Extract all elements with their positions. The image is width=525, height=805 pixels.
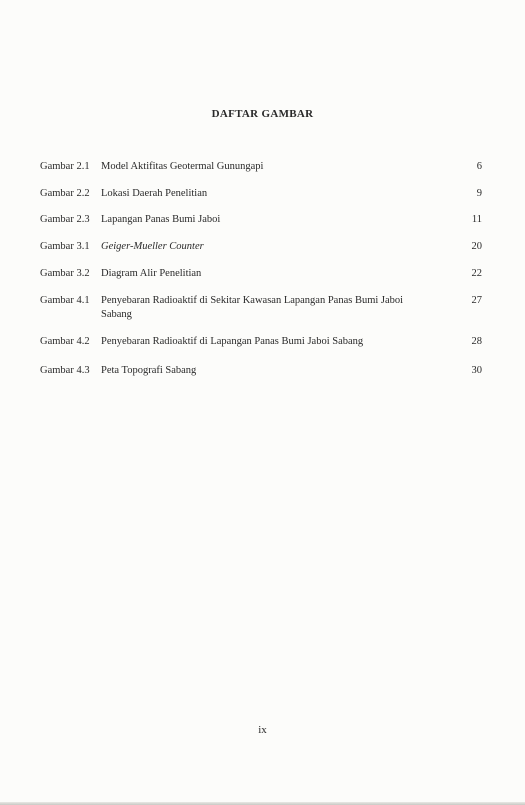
figure-label: Gambar 2.1 <box>40 161 90 172</box>
figure-title: Model Aktifitas Geotermal Gunungapi <box>101 161 264 172</box>
figure-page-number: 27 <box>471 295 482 306</box>
figure-page-number: 20 <box>471 241 482 252</box>
page-title: DAFTAR GAMBAR <box>211 108 314 120</box>
figure-page-number: 6 <box>476 161 482 172</box>
figure-label: Gambar 2.2 <box>40 188 90 199</box>
figure-title: Lokasi Daerah Penelitian <box>101 188 208 199</box>
figure-label: Gambar 3.2 <box>40 268 90 279</box>
figure-page-number: 30 <box>471 365 482 376</box>
figure-label: Gambar 4.2 <box>40 336 90 347</box>
figure-title: Diagram Alir Penelitian <box>101 268 202 279</box>
figure-title: Peta Topografi Sabang <box>101 365 197 376</box>
figure-title: Geiger-Mueller Counter <box>101 241 204 252</box>
figure-page-number: 22 <box>471 268 482 279</box>
figure-page-number: 11 <box>471 214 482 225</box>
figure-label: Gambar 3.1 <box>40 241 90 252</box>
figure-title: Penyebaran Radioaktif di Sekitar Kawasan Lapangan Panas Bumi Jaboi Sabang <box>101 295 404 320</box>
figure-page-number: 9 <box>476 188 482 199</box>
figure-label: Gambar 4.3 <box>40 365 90 376</box>
figure-label: Gambar 4.1 <box>40 295 90 306</box>
page-number: ix <box>258 724 267 736</box>
figure-page-number: 28 <box>471 336 482 347</box>
figure-title: Lapangan Panas Bumi Jaboi <box>101 214 221 225</box>
figure-title: Penyebaran Radioaktif di Lapangan Panas Bumi Jaboi Sabang <box>101 336 364 347</box>
figure-label: Gambar 2.3 <box>40 214 90 225</box>
